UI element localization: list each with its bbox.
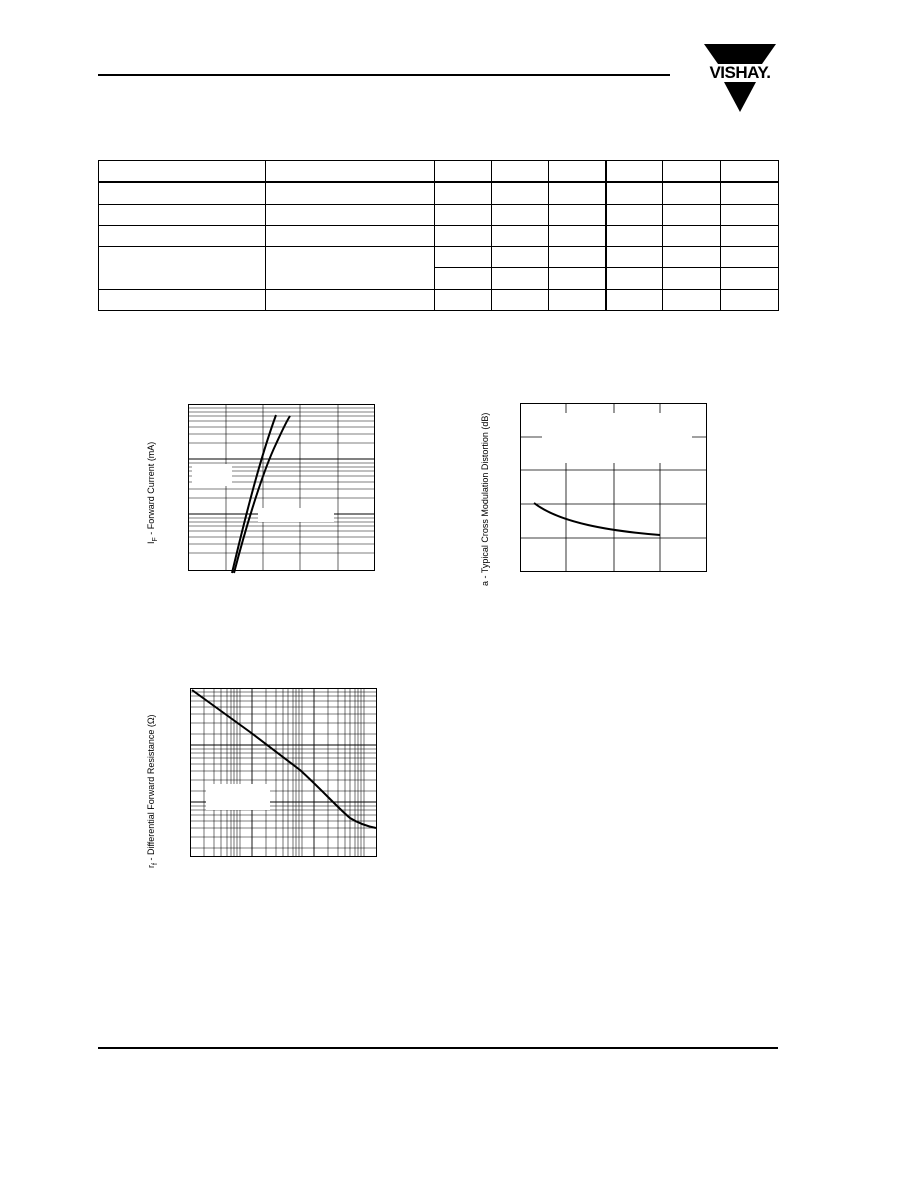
table-row xyxy=(99,225,779,246)
forward-resistance-chart xyxy=(190,688,378,858)
cross-modulation-chart xyxy=(520,403,708,573)
chart1-legend-box xyxy=(192,464,232,486)
svg-text:VISHAY.: VISHAY. xyxy=(709,63,771,82)
chart3-ylabel: $r_f$ - Differential Forward Resistance (Ω) xyxy=(146,714,159,868)
table-row xyxy=(99,289,779,310)
chart2-series xyxy=(534,503,660,535)
table-row xyxy=(99,182,779,204)
footer-rule xyxy=(98,1047,778,1049)
chart3-legend-box xyxy=(206,784,270,810)
table-header-row xyxy=(99,161,779,183)
chart2-ylabel: a - Typical Cross Modulation Distortion (dB) xyxy=(480,412,490,586)
chart2-legend-box xyxy=(542,413,692,463)
chart1-series-b xyxy=(234,416,290,573)
chart1-annotation-box xyxy=(258,508,334,522)
header-rule xyxy=(98,74,670,76)
chart1-series-a xyxy=(232,415,276,573)
table-row xyxy=(99,247,779,268)
table-row xyxy=(99,204,779,225)
vishay-logo xyxy=(696,44,784,114)
spec-table xyxy=(98,160,779,311)
chart1-ylabel: $I_F$ - Forward Current (mA) xyxy=(146,441,159,544)
forward-current-chart xyxy=(188,404,376,573)
